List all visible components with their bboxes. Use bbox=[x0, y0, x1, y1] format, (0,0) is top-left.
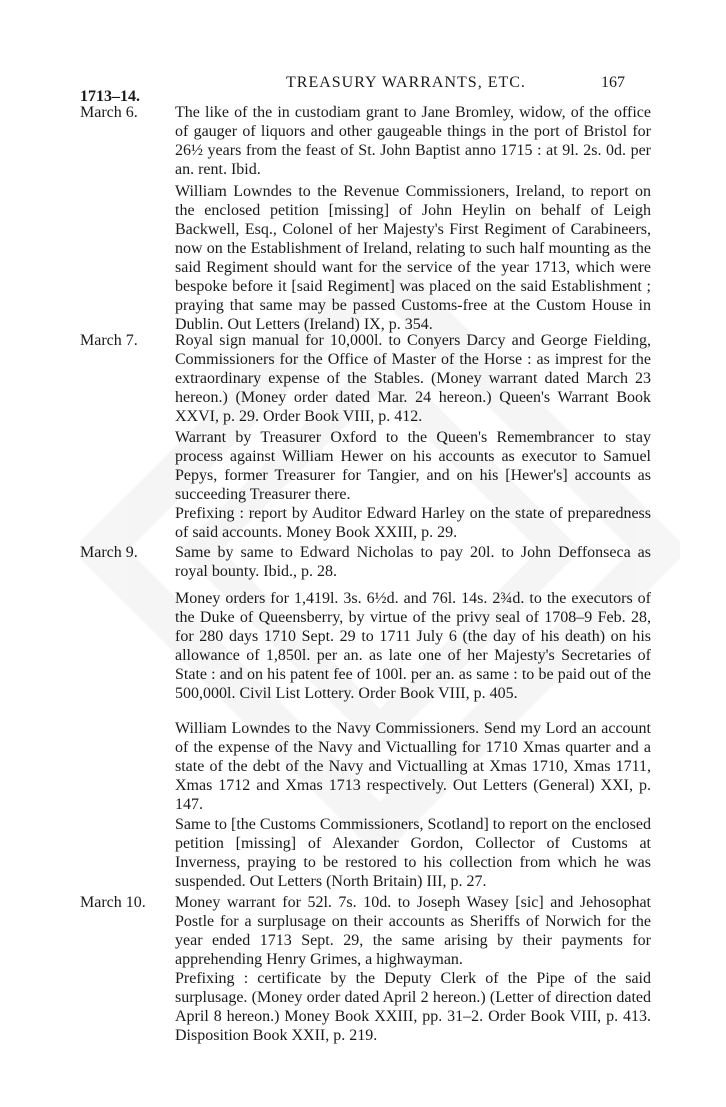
entry-lowndes-ireland bbox=[175, 182, 651, 334]
page-number: 167 bbox=[601, 74, 625, 91]
entry-text: Same to [the Customs Commissioners, Scotland] to report on the enclosed petition [missing] of Alexander Gordon, Collector of Customs at Inverness, praying to be restored to his collection from which he was suspended. Out Letters (North Britain) III, p. 27. bbox=[175, 816, 651, 890]
page-header bbox=[0, 0, 726, 105]
entry-text: Same by same to Edward Nicholas to pay 20l. to John Deffonseca as royal bounty. Ibid., p. 28. bbox=[175, 544, 651, 580]
date-march-7: March 7. bbox=[80, 332, 138, 349]
entry-deffonseca bbox=[175, 543, 651, 581]
entry-text: The like of the in custodiam grant to Jane Bromley, widow, of the office of gauger of liquors and other gaugeable things in the port of Bristol for 26½ years from the feast of St. John Baptist anno 1715 : at 9l. 2s. 0d. per an. rent. Ibid. bbox=[175, 104, 651, 178]
entry-text: Money warrant for 52l. 7s. 10d. to Joseph Wasey [sic] and Jehosophat Postle for a surplusage on their accounts as Sheriffs of Norwich for the year ended 1713 Sept. 29, the same arising by their payments for apprehending Henry Grimes, a highwayman. bbox=[175, 894, 651, 968]
entry-text: Warrant by Treasurer Oxford to the Queen's Remembrancer to stay process against William Hewer on his accounts as executor to Samuel Pepys, former Treasurer for Tangier, and on his [Hewer's] accounts as succeeding Treasurer there. bbox=[175, 429, 651, 503]
header-year: 1713–14. bbox=[80, 88, 140, 105]
entry-money-warrant-norwich bbox=[175, 893, 651, 1045]
entry-customs-scotland bbox=[175, 815, 651, 891]
entry-text: William Lowndes to the Navy Commissioners. Send my Lord an account of the expense of the Navy and Victualling for 1710 Xmas quarter and a state of the debt of the Navy and Victualling at Xmas 1710, Xmas 1711, Xmas 1712 and Xmas 1713 respectively. Out Letters (General) XXI, p. 147. bbox=[175, 720, 651, 813]
entry-prefixing: Prefixing : report by Auditor Edward Harley on the state of preparedness of said accounts. Money Book XXIII, p. 29. bbox=[175, 505, 651, 541]
entry-warrant-oxford bbox=[175, 428, 651, 542]
entry-in-custodiam bbox=[175, 103, 651, 179]
entry-text: William Lowndes to the Revenue Commissioners, Ireland, to report on the enclosed petition [missing] of John Heylin on behalf of Leigh Backwell, Esq., Colonel of her Majesty's First Regiment of Carabineers, now on the Establishment of Ireland, relating to such half mounting as the said Regiment should want for the service of the year 1713, which were bespoke before it [said Regiment] was placed on the said Establishment ; praying that same may be passed Customs-free at the Custom House in Dublin. Out Letters (Ireland) IX, p. 354. bbox=[175, 183, 651, 333]
header-title: TREASURY WARRANTS, ETC. bbox=[286, 74, 526, 91]
date-march-9: March 9. bbox=[80, 544, 138, 561]
date-march-6: March 6. bbox=[80, 104, 138, 121]
entry-prefixing: Prefixing : certificate by the Deputy Clerk of the Pipe of the said surplusage. (Money order dated April 2 hereon.) (Letter of direction dated April 8 hereon.) Money Book XXIII, pp. 31–2. Order Book VIII, p. 413. Disposition Book XXII, p. 219. bbox=[175, 970, 651, 1044]
entry-text: Money orders for 1,419l. 3s. 6½d. and 76l. 14s. 2¾d. to the executors of the Duke of Queensberry, by virtue of the privy seal of 1708–9 Feb. 28, for 280 days 1710 Sept. 29 to 1711 July 6 (the day of his death) on his allowance of 1,850l. per an. as late one of her Majesty's Secretaries of State : and on his patent fee of 100l. per an. as same : to be paid out of the 500,000l. Civil List Lottery. Order Book VIII, p. 405. bbox=[175, 590, 651, 702]
entry-queensberry bbox=[175, 589, 651, 703]
entry-text: Royal sign manual for 10,000l. to Conyers Darcy and George Fielding, Commissioners for the Office of Master of the Horse : as imprest for the extraordinary expense of the Stables. (Money warrant dated March 23 hereon.) (Money order dated Mar. 24 hereon.) Queen's Warrant Book XXVI, p. 29. Order Book VIII, p. 412. bbox=[175, 332, 651, 425]
entry-navy-commissioners bbox=[175, 719, 651, 814]
date-march-10: March 10. bbox=[80, 894, 146, 911]
entry-royal-sign-manual bbox=[175, 331, 651, 426]
